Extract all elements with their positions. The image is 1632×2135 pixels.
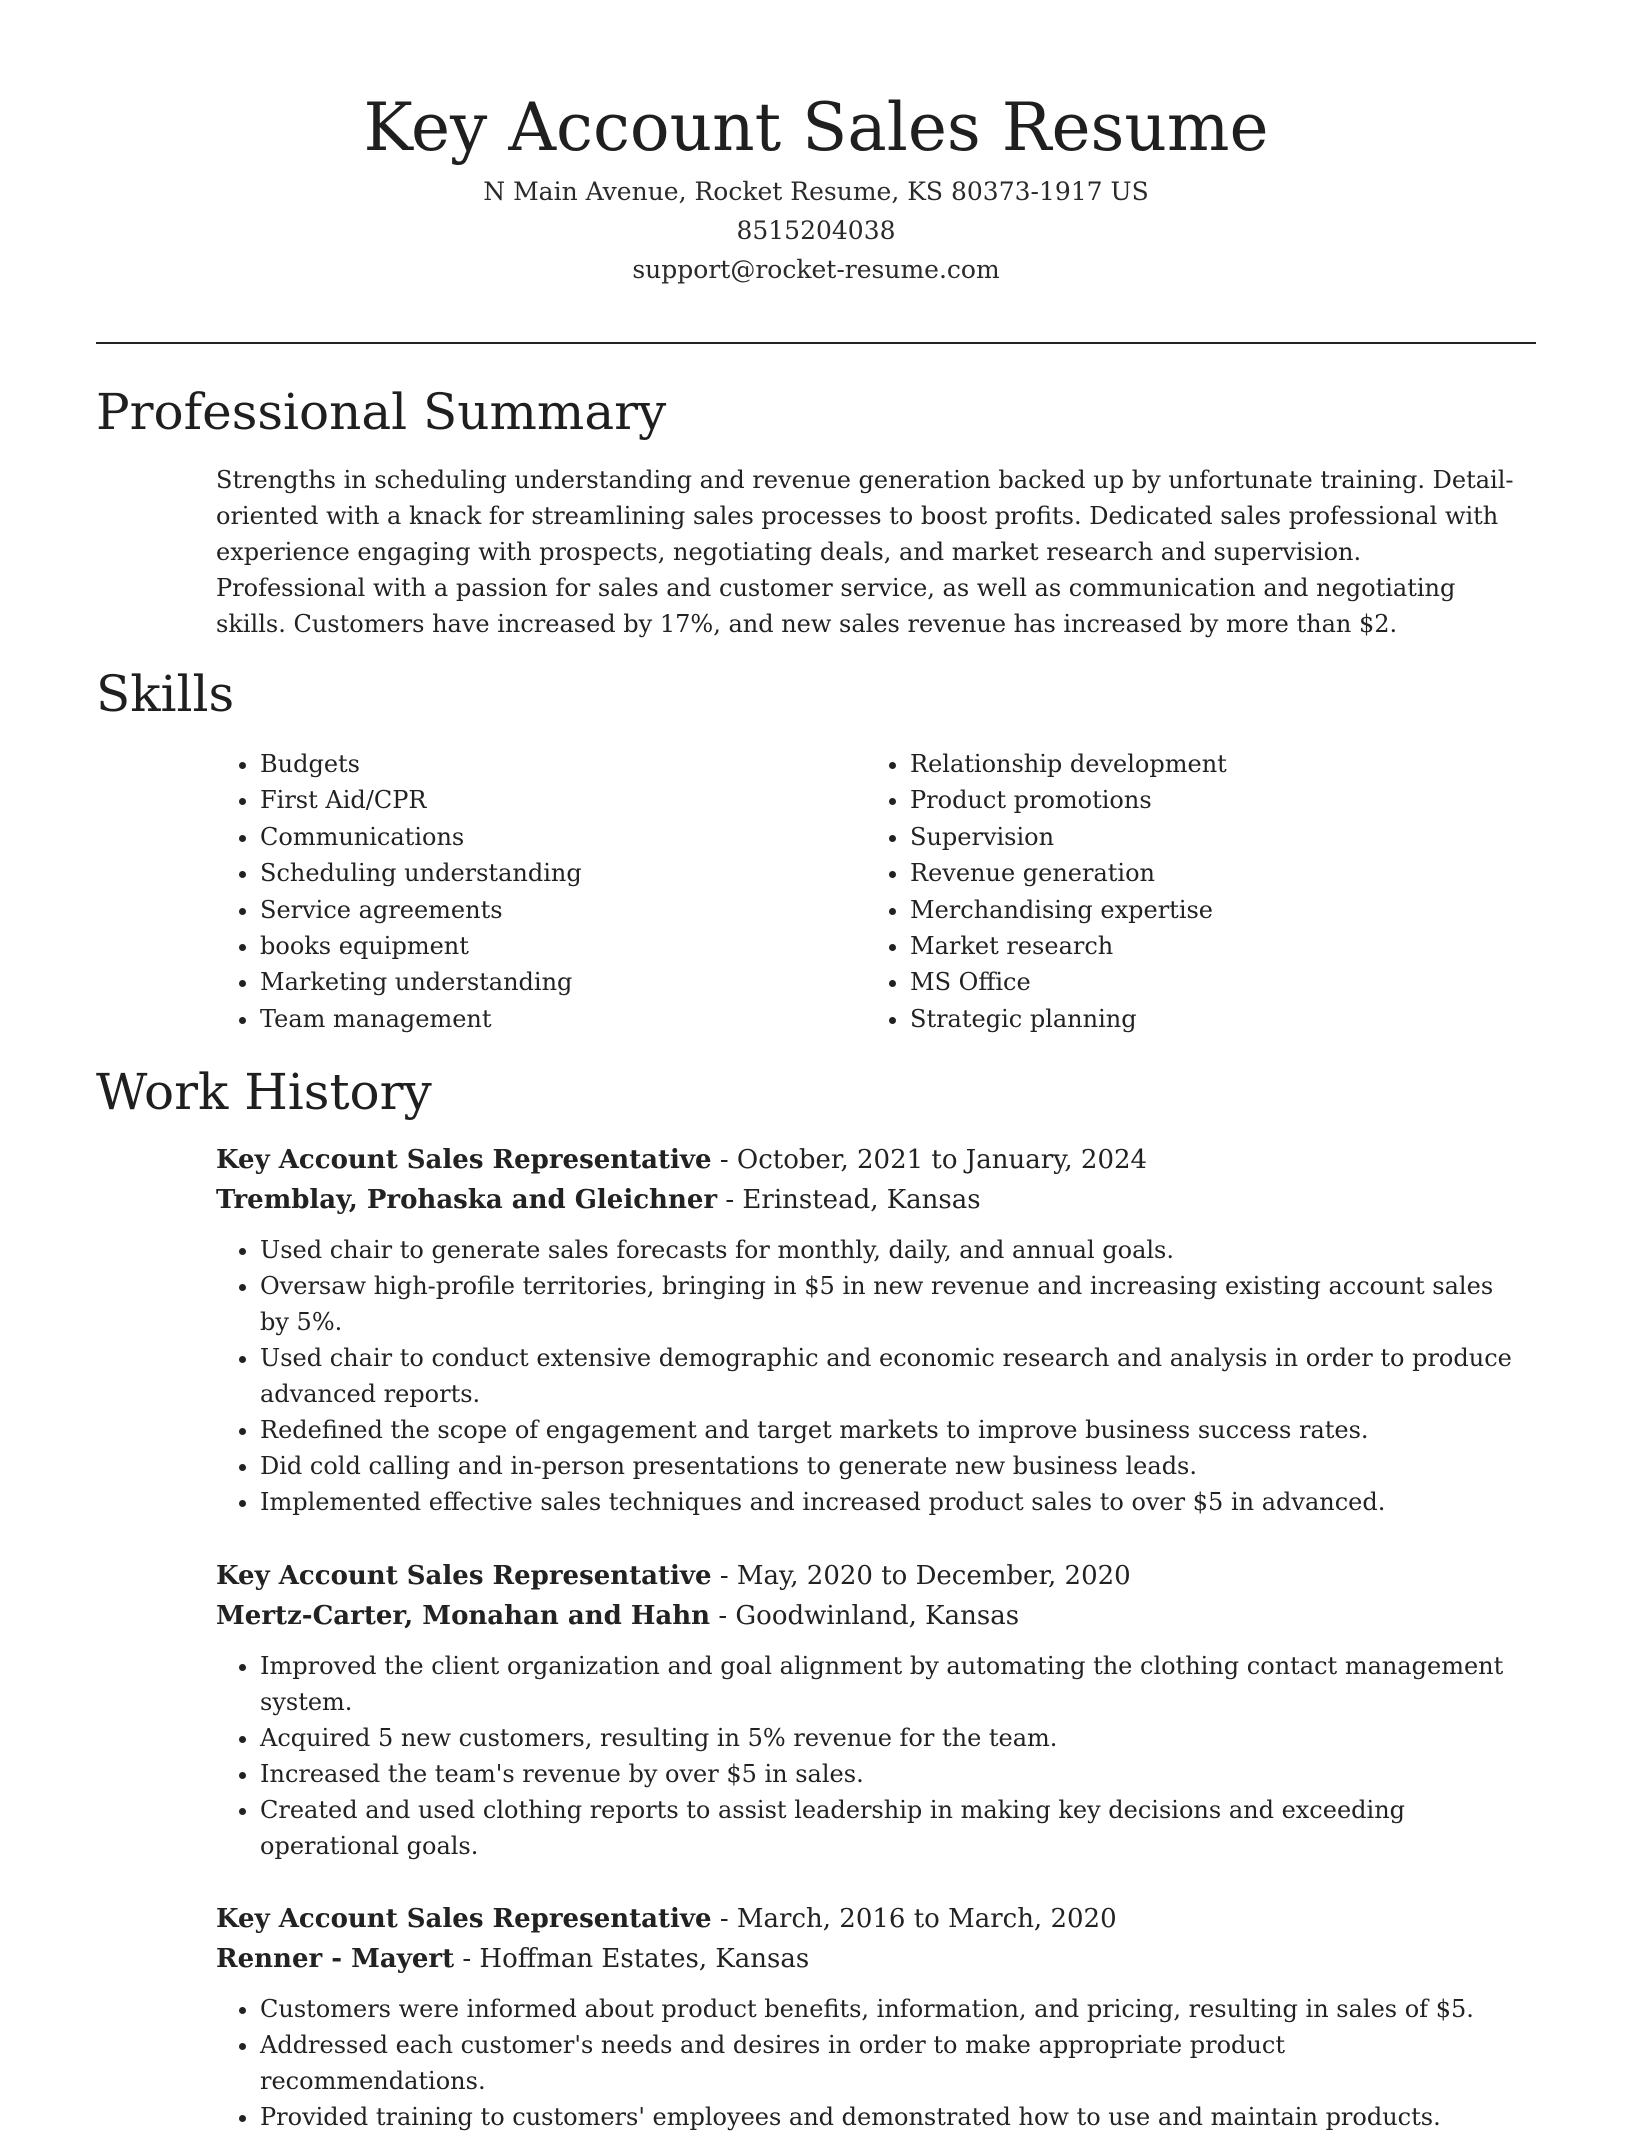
job-company: Tremblay, Prohaska and Gleichner	[216, 1185, 718, 1215]
skill-item: • First Aid/CPR	[260, 782, 866, 818]
skill-item: • Marketing understanding	[260, 964, 866, 1000]
skill-item: • Product promotions	[910, 782, 1516, 818]
job-bullets	[216, 1648, 1516, 1864]
resume-header	[96, 84, 1536, 289]
contact-phone: 8515204038	[736, 216, 896, 245]
skill-item: • Market research	[910, 928, 1516, 964]
job-dates: May, 2020 to December, 2020	[736, 1561, 1131, 1591]
job-entry	[216, 1556, 1516, 1864]
job-title-line: Key Account Sales Representative - October, 2021 to January, 2024	[216, 1145, 1148, 1175]
job-location: Goodwinland, Kansas	[735, 1601, 1020, 1631]
job-bullet: • Implemented effective sales techniques and increased product sales to over $5 in advanced.	[260, 1484, 1516, 1520]
contact-address: N Main Avenue, Rocket Resume, KS 80373-1917 US	[483, 177, 1149, 206]
skills-list	[216, 746, 1516, 1037]
job-bullet: • Used chair to conduct extensive demographic and economic research and analysis in order to produce advanced reports.	[260, 1340, 1516, 1412]
skill-item: • Service agreements	[260, 892, 866, 928]
job-company: Renner - Mayert	[216, 1944, 455, 1974]
skill-item: • Revenue generation	[910, 855, 1516, 891]
job-bullet: • Created and used clothing reports to assist leadership in making key decisions and exceeding operational goals.	[260, 1792, 1516, 1864]
resume-title: Key Account Sales Resume	[363, 89, 1269, 166]
skill-item: • Scheduling understanding	[260, 855, 866, 891]
job-bullet: • Acquired 5 new customers, resulting in 5% revenue for the team.	[260, 1720, 1516, 1756]
job-title: Key Account Sales Representative	[216, 1904, 712, 1934]
contact-email: support@rocket-resume.com	[632, 255, 1000, 284]
summary-heading: Professional Summary	[96, 383, 667, 441]
skill-item: • Budgets	[260, 746, 866, 782]
job-location: Erinstead, Kansas	[742, 1185, 981, 1215]
job-bullets	[216, 1991, 1516, 2135]
job-company-line: Renner - Mayert - Hoffman Estates, Kansas	[216, 1944, 810, 1974]
skill-item: • books equipment	[260, 928, 866, 964]
job-bullet: • Increased the team's revenue by over $5 in sales.	[260, 1756, 1516, 1792]
job-bullet: • Provided training to customers' employees and demonstrated how to use and maintain products.	[260, 2099, 1516, 2135]
skills-column-right	[866, 746, 1516, 1037]
skill-item: • Merchandising expertise	[910, 892, 1516, 928]
skills-heading: Skills	[96, 665, 235, 723]
skill-item: • Relationship development	[910, 746, 1516, 782]
skills-column-left	[216, 746, 866, 1037]
job-company: Mertz-Carter, Monahan and Hahn	[216, 1601, 711, 1631]
job-dates: October, 2021 to January, 2024	[736, 1145, 1148, 1175]
job-company-line: Mertz-Carter, Monahan and Hahn - Goodwinland, Kansas	[216, 1601, 1020, 1631]
job-company-line: Tremblay, Prohaska and Gleichner - Erinstead, Kansas	[216, 1185, 981, 1215]
job-bullet: • Used chair to generate sales forecasts for monthly, daily, and annual goals.	[260, 1232, 1516, 1268]
skill-item: • Supervision	[910, 819, 1516, 855]
job-entry	[216, 1899, 1516, 2135]
job-bullet: • Oversaw high-profile territories, bringing in $5 in new revenue and increasing existing account sales by 5%.	[260, 1268, 1516, 1340]
job-bullet: • Improved the client organization and goal alignment by automating the clothing contact management system.	[260, 1648, 1516, 1720]
job-title-line: Key Account Sales Representative - May, 2020 to December, 2020	[216, 1561, 1131, 1591]
job-dates: March, 2016 to March, 2020	[736, 1904, 1117, 1934]
skill-item: • Communications	[260, 819, 866, 855]
job-bullet: • Redefined the scope of engagement and target markets to improve business success rates.	[260, 1412, 1516, 1448]
skill-item: • Strategic planning	[910, 1001, 1516, 1037]
job-bullet: • Did cold calling and in-person presentations to generate new business leads.	[260, 1448, 1516, 1484]
job-bullet: • Addressed each customer's needs and desires in order to make appropriate product recommendations.	[260, 2027, 1516, 2099]
skill-item: • Team management	[260, 1001, 866, 1037]
job-bullet: • Customers were informed about product benefits, information, and pricing, resulting in sales of $5.	[260, 1991, 1516, 2027]
job-entry	[216, 1140, 1516, 1520]
job-title: Key Account Sales Representative	[216, 1145, 712, 1175]
header-divider	[96, 342, 1536, 344]
job-location: Hoffman Estates, Kansas	[479, 1944, 810, 1974]
skill-item: • MS Office	[910, 964, 1516, 1000]
job-title-line: Key Account Sales Representative - March, 2016 to March, 2020	[216, 1904, 1117, 1934]
work-history-heading: Work History	[96, 1063, 432, 1121]
summary-text: Strengths in scheduling understanding and revenue generation backed up by unfortunate training. Detail-oriented with a knack for streamlining sales processes to boost profits. Dedicated sales professional with experience engaging with prospects, negotiating deals, and market research and supervision. Professional with a passion for sales and customer service, as well as communication and negotiating skills. Customers have increased by 17%, and new sales revenue has increased by more than $2.	[216, 466, 1514, 638]
job-bullets	[216, 1232, 1516, 1520]
job-title: Key Account Sales Representative	[216, 1561, 712, 1591]
